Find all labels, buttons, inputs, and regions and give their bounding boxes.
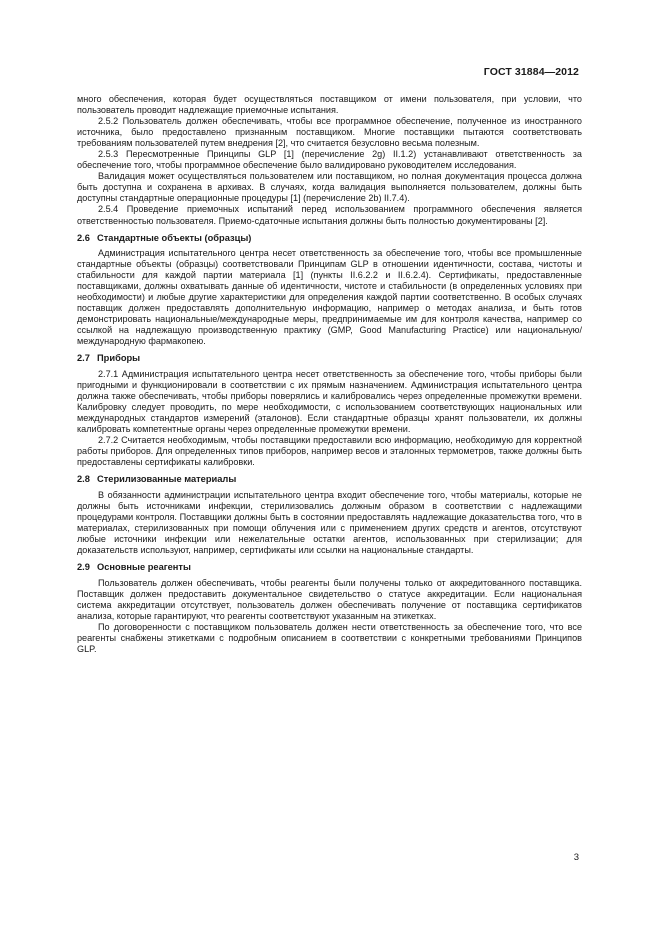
paragraph: 2.7.1 Администрация испытательного центра несет ответственность за обеспечение того, чтобы приборы были пригодными и функционировали в соответствии с их прямым назначением. Администрация испытательного центра должна также обеспечивать, чтобы приборы поверялись и калибровались через определенные промежутки времени. Калибровку следует проводить, по мере необходимости, с использованием соответствующих национальных или международных стандартов измерений (эталонов). Если стандартные образцы хранят пользователи, их должны калибровать компетентные органы через определенные промежутки времени. [77,368,582,435]
section-number: 2.9 [77,562,90,573]
paragraph: 2.5.2 Пользователь должен обеспечивать, чтобы все программное обеспечение, полученное из иностранного источника, было предоставлено признанным поставщиком. Многие поставщики пытаются соответствовать требованиям пользователей путем внедрения [2], что считается безусловно весьма полезным. [77,116,582,149]
paragraph: 2.5.4 Проведение приемочных испытаний перед использованием программного обеспечения является ответственностью пользователя. Приемо-сдаточные испытания должны быть полностью документированы [2]. [77,204,582,226]
section-number: 2.7 [77,353,90,364]
paragraph: Пользователь должен обеспечивать, чтобы реагенты были получены только от аккредитованного поставщика. Поставщик должен предоставить документальное свидетельство о статусе аккредитации. Если национальная система аккредитации отсутствует, пользователь должен обеспечивать получение от поставщика сертификатов анализа, которые гарантируют, что реагенты соответствуют указанным на этикетках. [77,577,582,621]
paragraph: много обеспечения, которая будет осуществляться поставщиком от имени пользователя, при условии, что пользователь проводит надлежащие приемочные испытания. [77,94,582,116]
section-heading-2-7 [77,353,582,365]
paragraph: Валидация может осуществляться пользователем или поставщиком, но полная документация процесса должна быть доступна и сохранена в архивах. В случаях, когда валидация выполняется пользователем, должны быть доступны стандартные операционные процедуры [1] (перечисление 2b) II.7.4). [77,171,582,204]
paragraph: По договоренности с поставщиком пользователь должен нести ответственность за обеспечение того, что все реагенты снабжены этикетками с подробным описанием в соответствии с конкретными требованиями Принципов GLP. [77,621,582,654]
document-body [77,94,582,655]
section-number: 2.6 [77,232,90,243]
standard-designation: ГОСТ 31884—2012 [483,66,579,78]
section-heading-2-6 [77,233,582,245]
page-number: 3 [573,852,579,863]
section-heading-2-8 [77,474,582,486]
section-title: Основные реагенты [97,562,191,573]
paragraph: 2.5.3 Пересмотренные Принципы GLP [1] (перечисление 2g) II.1.2) устанавливают ответственность за обеспечение того, чтобы программное обеспечение было валидировано руководителем исследования. [77,149,582,171]
section-number: 2.8 [77,474,90,485]
paragraph: 2.7.2 Считается необходимым, чтобы поставщики предоставили всю информацию, необходимую для корректной работы приборов. Для определенных типов приборов, например весов и эталонных термометров, также должны быть предоставлены сертификаты калибровки. [77,435,582,468]
section-heading-2-9 [77,562,582,574]
section-title: Стерилизованные материалы [97,474,237,485]
paragraph: Администрация испытательного центра несет ответственность за обеспечение того, чтобы все промышленные стандартные объекты (образцы) соответствовали Принципам GLP в отношении идентичности, состава, чистоты и стабильности для каждой партии материала [1] (пункты II.6.2.2 и II.6.2.4). Сертификаты, предоставленные поставщиками, должны охватывать данные об идентичности, чистоте и стабильности (в определенных условиях при необходимости) и любые другие характеристики для определения каждой партии соответственно. В особых случаях поставщик должен предоставлять дополнительную информацию, например о методах анализа, и быть готов демонстрировать национальные/международные меры, предпринимаемые им для контроля качества, например со ссылкой на надлежащую производственную практику (GMP, Good Manufacturing Practice) или национальную/международную фармакопею. [77,248,582,347]
section-title: Стандартные объекты (образцы) [97,232,252,243]
paragraph: В обязанности администрации испытательного центра входит обеспечение того, чтобы материалы, которые не должны быть источниками инфекции, стерилизовались должным образом в соответствии с надлежащими процедурами контроля. Поставщики должны быть в состоянии предоставлять надлежащие доказательства того, что в материалах, стерилизованных при помощи облучения или с применением других средств и агентов, отсутствуют любые источники инфекции или нежелательные остатки агентов, использованных при стерилизации; для доказательств используют, например, сертификаты или ссылки на национальные стандарты. [77,489,582,556]
section-title: Приборы [97,353,141,364]
